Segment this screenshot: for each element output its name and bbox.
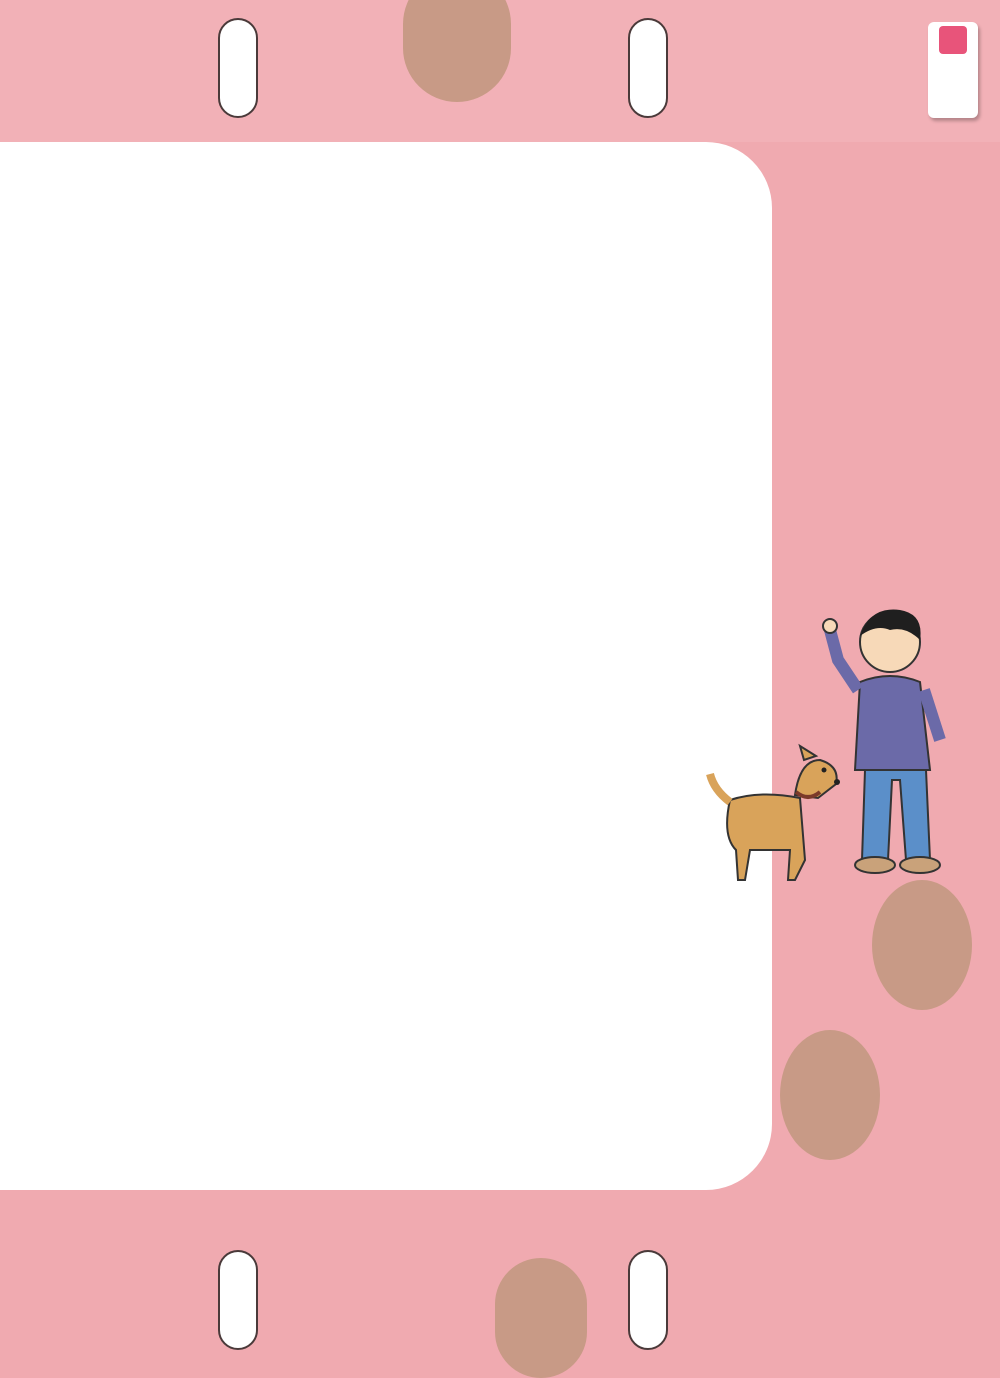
article-body-bottom bbox=[122, 848, 682, 1140]
love-hormone-badge bbox=[872, 880, 972, 1010]
decor-pill-bottom-right bbox=[628, 1250, 668, 1350]
section-number bbox=[939, 26, 967, 54]
decor-pill-bottom-left bbox=[218, 1250, 258, 1350]
bottom-bubble bbox=[495, 1258, 587, 1378]
reduce-loneliness-badge bbox=[780, 1030, 880, 1160]
section-tab[interactable] bbox=[928, 22, 978, 118]
article-body-top bbox=[122, 218, 682, 490]
dog-illustration bbox=[700, 740, 850, 890]
article-body-middle bbox=[122, 528, 682, 820]
decor-pill-left bbox=[218, 18, 258, 118]
decor-pill-right bbox=[628, 18, 668, 118]
